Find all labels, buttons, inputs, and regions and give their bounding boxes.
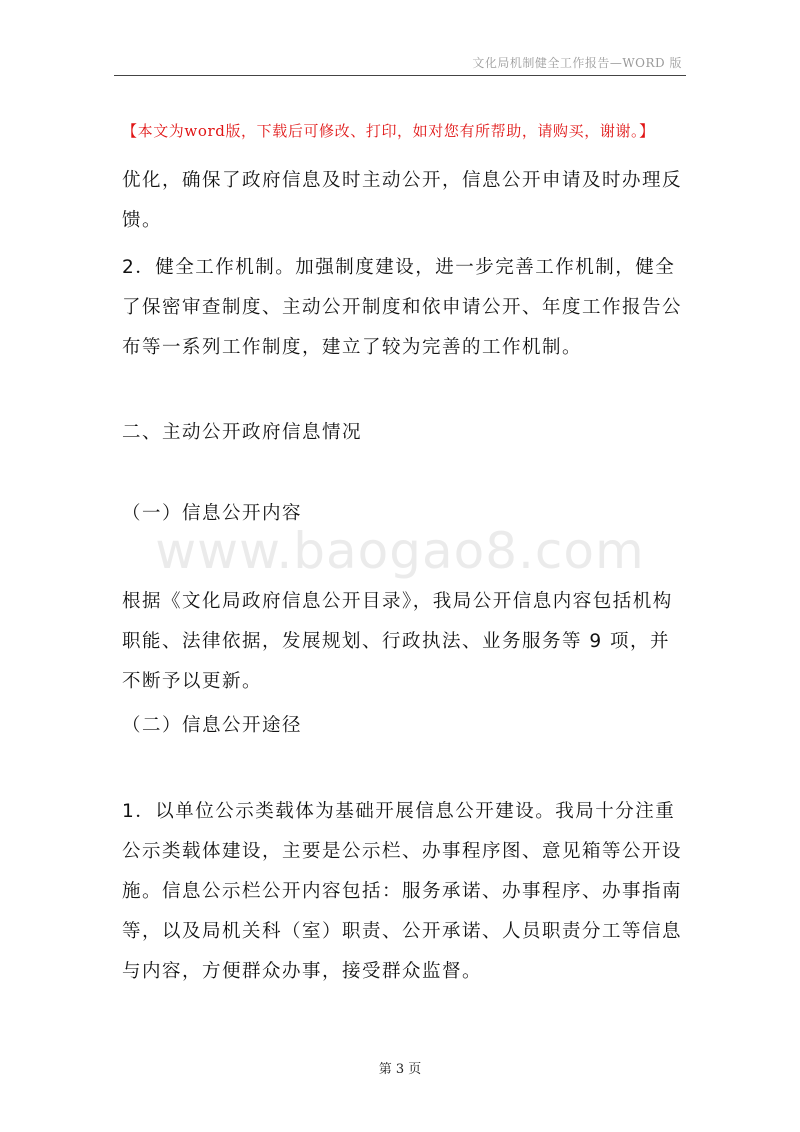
header-divider <box>114 75 686 76</box>
paragraph-optimization: 优化，确保了政府信息及时主动公开，信息公开申请及时办理反馈。 <box>122 170 683 231</box>
watermark: www.baogao8.com <box>155 522 645 580</box>
subsection-heading-channels: （二）信息公开途径 <box>122 715 303 736</box>
paragraph-disclosure-channels: 1．以单位公示类载体为基础开展信息公开建设。我局十分注重公示类载体建设，主要是公示栏、办事程序图、意见箱等公开设施。信息公示栏公开内容包括：服务承诺、办事程序、办事指南等，以及局机关科（室）职责、公开承诺、人员职责分工等信息与内容，方便群众办事，接受群众监督。 <box>122 801 683 982</box>
paragraph-work-mechanism: 2．健全工作机制。加强制度建设，进一步完善工作机制，健全了保密审查制度、主动公开制度和依申请公开、年度工作报告公布等一系列工作制度，建立了较为完善的工作机制。 <box>122 257 683 358</box>
section-heading-proactive-disclosure: 二、主动公开政府信息情况 <box>122 422 363 443</box>
page-number: 第 3 页 <box>378 1062 422 1077</box>
purchase-notice: 【本文为word版，下载后可修改、打印，如对您有所帮助，请购买，谢谢。】 <box>122 122 655 140</box>
paragraph-disclosure-content: 根据《文化局政府信息公开目录》，我局公开信息内容包括机构职能、法律依据，发展规划、行政执法、业务服务等 9 项，并不断予以更新。 <box>122 591 673 692</box>
header-title: 文化局机制健全工作报告—WORD 版 <box>472 56 682 70</box>
subsection-heading-content: （一）信息公开内容 <box>122 503 303 524</box>
